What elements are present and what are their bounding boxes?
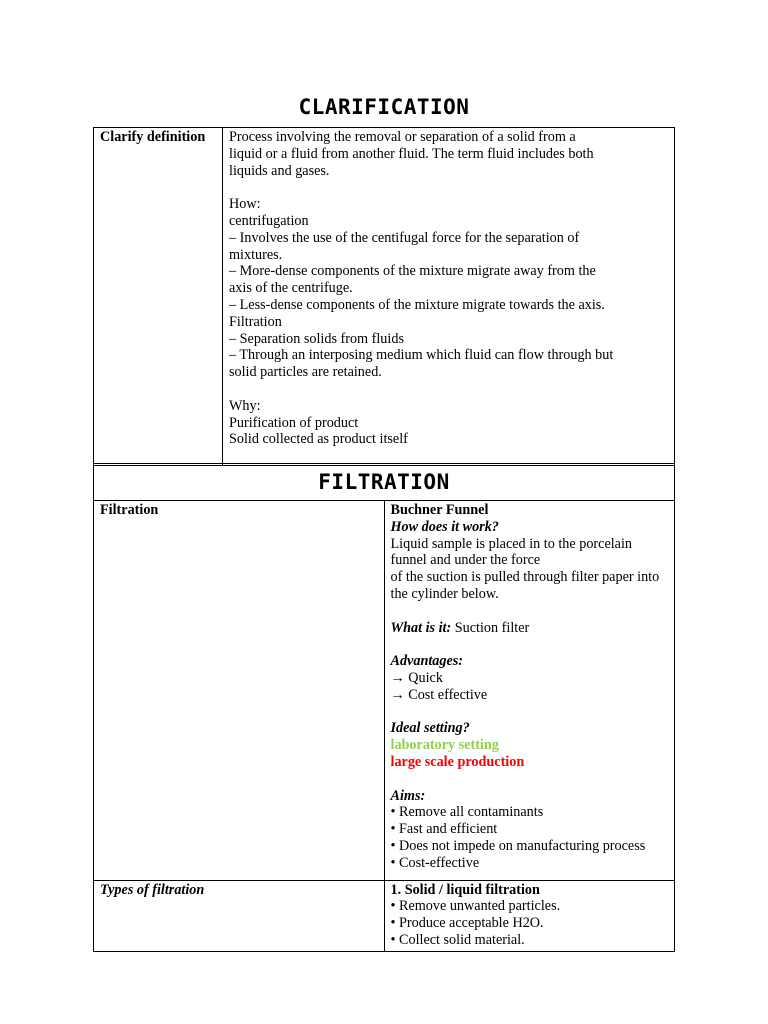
filtration-table: [93, 463, 675, 952]
types-of-filtration-label: Types of filtration: [94, 880, 385, 951]
spacer: [391, 771, 669, 788]
clarify-line: liquids and gases.: [229, 162, 330, 179]
clarify-line: Purification of product: [229, 414, 359, 431]
clarify-line: – Through an interposing medium which fluid can flow through but: [229, 347, 614, 364]
spacer: [391, 949, 669, 951]
clarify-line: Filtration: [229, 313, 282, 330]
spacer: [391, 603, 669, 620]
advantage-item: → Quick: [390, 669, 443, 686]
clarify-line: [229, 381, 668, 398]
clarify-line: centrifugation: [229, 212, 309, 229]
clarify-definition-label: Clarify definition: [94, 128, 223, 466]
clarify-line: – Involves the use of the centifugal force for the separation of: [229, 229, 580, 246]
table-row: [94, 128, 675, 466]
table-row: [94, 501, 675, 881]
how-question: How does it work?: [390, 518, 499, 535]
type-item: • Collect solid material.: [390, 931, 525, 948]
aim-item: • Fast and efficient: [390, 821, 498, 838]
clarify-line: [229, 179, 668, 196]
advantage-item: → Cost effective: [390, 686, 488, 703]
clarify-line: – Separation solids from fluids: [229, 330, 404, 347]
aim-item: • Does not impede on manufacturing process: [390, 837, 646, 854]
clarify-line: – Less-dense components of the mixture migrate towards the axis.: [229, 296, 605, 313]
ideal-setting-green: laboratory setting: [390, 737, 499, 754]
solid-liquid-heading: 1. Solid / liquid filtration: [390, 881, 540, 898]
aims-label: Aims:: [390, 787, 426, 804]
spacer: [391, 872, 669, 880]
clarify-line: – More-dense components of the mixture migrate away from the: [229, 263, 596, 280]
buchner-funnel-heading: Buchner Funnel: [390, 502, 489, 518]
clarify-line: Process involving the removal or separation of a solid from a: [229, 129, 576, 145]
spacer: [391, 636, 669, 653]
clarify-line: solid particles are retained.: [229, 364, 382, 381]
what-is-it-value: Suction filter: [451, 619, 530, 636]
advantages-label: Advantages:: [390, 653, 464, 670]
types-of-filtration-content: [384, 880, 675, 951]
clarification-title: CLARIFICATION: [298, 95, 470, 119]
how-line: Liquid sample is placed in to the porcelain funnel and under the force: [390, 535, 633, 569]
aim-item: • Remove all contaminants: [390, 804, 544, 821]
clarify-line: Why:: [229, 397, 261, 414]
clarify-line: mixtures.: [229, 246, 283, 263]
ideal-setting-label: Ideal setting?: [390, 720, 470, 737]
table-row: [94, 880, 675, 951]
aim-item: • Cost-effective: [390, 854, 480, 871]
clarify-definition-content: [223, 128, 675, 466]
what-is-it-line: [391, 620, 669, 637]
clarify-line: axis of the centrifuge.: [229, 280, 353, 297]
type-item: • Produce acceptable H2O.: [390, 915, 544, 932]
ideal-setting-red: large scale production: [390, 753, 525, 770]
clarify-line: Solid collected as product itself: [229, 431, 408, 448]
type-item: • Remove unwanted particles.: [390, 898, 561, 915]
table-row: [94, 464, 675, 501]
what-is-it-label: What is it:: [390, 619, 452, 636]
how-line: of the suction is pulled through filter paper into the cylinder below.: [390, 569, 660, 602]
clarify-line: How:: [229, 196, 261, 213]
spacer: [391, 704, 669, 721]
filtration-content: [384, 501, 675, 881]
filtration-label: Filtration: [94, 501, 385, 881]
clarification-table: [93, 127, 675, 466]
clarify-line: liquid or a fluid from another fluid. The term fluid includes both: [229, 145, 594, 162]
filtration-section-title: FILTRATION: [94, 464, 675, 501]
